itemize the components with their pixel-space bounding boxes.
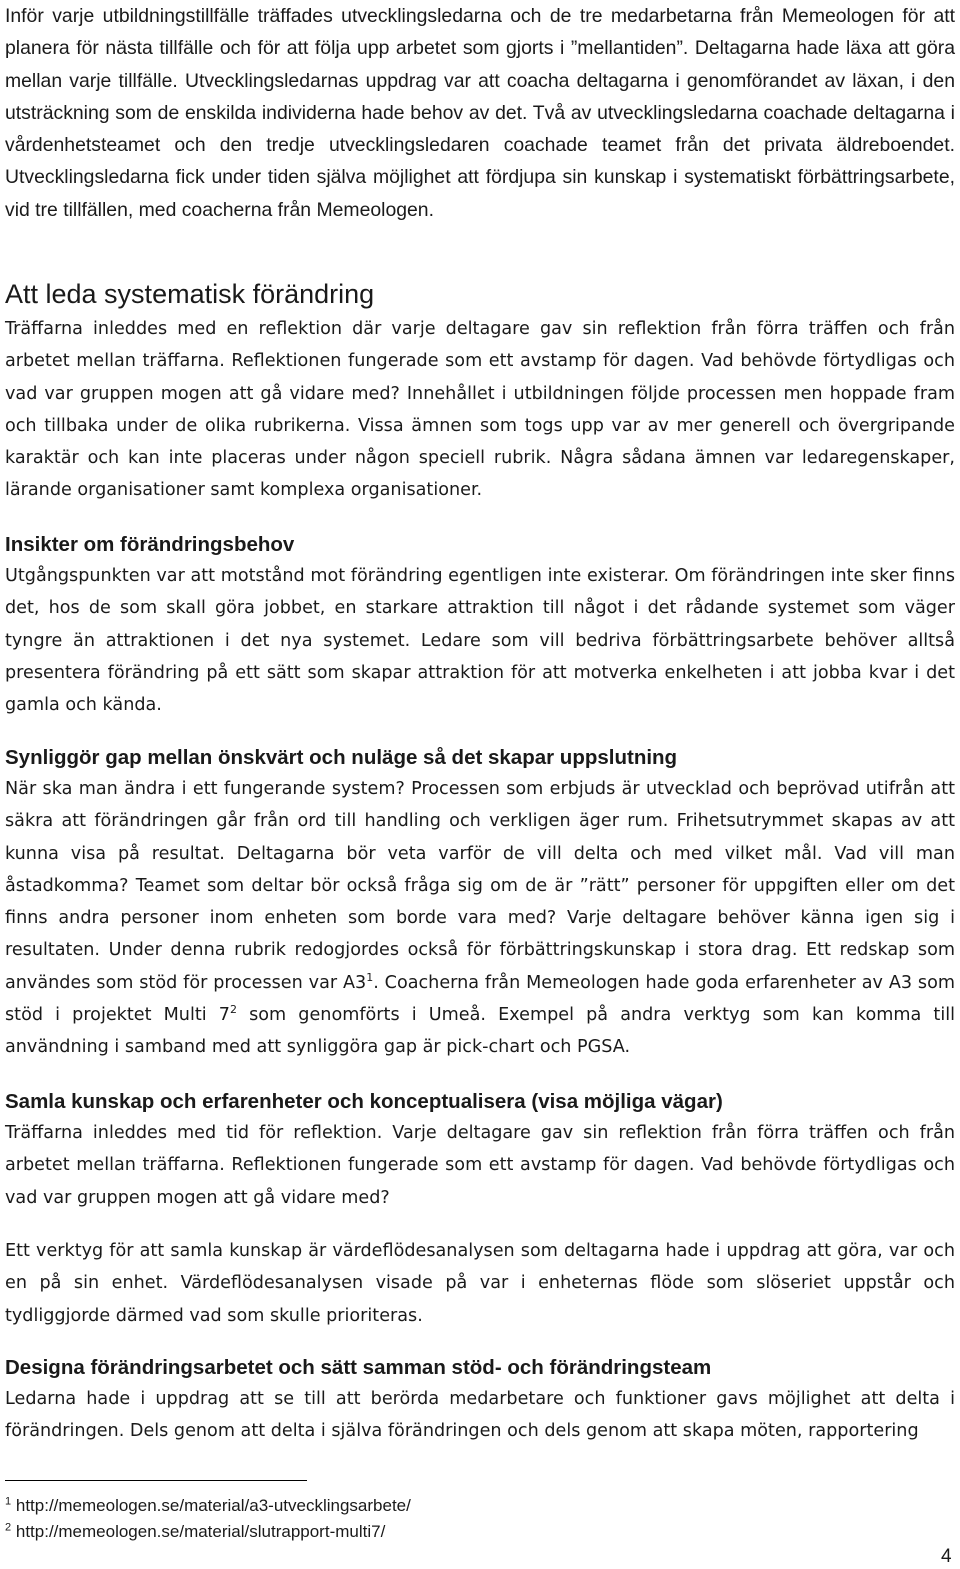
paragraph-value-stream: Ett verktyg för att samla kunskap är värdeflödesanalysen som deltagarna hade i uppdrag att göra, var och en på sin enhet. Värdeflödesanalysen visade på var i enheternas flöde som slöseriet uppstår och tydliggjorde därmed vad som skulle prioriteras. (5, 1241, 955, 1326)
paragraph-lead-change: Träffarna inleddes med en reflektion där varje deltagare gav sin reflektion från förra träffen och från arbetet mellan träffarna. Reflektionen fungerade som ett avstamp för dagen. Vad behövde förtydligas och vad var gruppen mogen att gå vidare med? Innehållet i utbildningen följde processen men hoppade fram och tillbaka under de olika rubrikerna. Vissa ämnen som togs upp var av mer generell och övergripande karaktär och kan inte placeras under någon speciell rubrik. Några sådana ämnen var ledaregenskaper, lärande organisationer samt komplexa organisationer. (5, 319, 955, 501)
section-heading-collect-knowledge: Samla kunskap och erfarenheter och konceptualisera (visa möjliga vägar) (5, 1090, 723, 1113)
footnote-2-number: 2 (5, 1521, 12, 1534)
section-heading-lead-change: Att leda systematisk förändring (5, 279, 375, 309)
paragraph-visualize-gap-text-2: . Coacherna från Memeologen hade goda erfarenheter av A3 som stöd i projektet Multi 7 (5, 972, 955, 1026)
page-number: 4 (941, 1546, 952, 1567)
paragraph-visualize-gap (5, 773, 955, 1064)
footnote-ref-1: 1 (366, 970, 374, 984)
section-heading-change-need: Insikter om förändringsbehov (5, 533, 295, 556)
footnote-1-number: 1 (5, 1495, 12, 1508)
footnote-1-link[interactable]: http://memeologen.se/material/a3-utvecklingsarbete/ (15, 1496, 411, 1515)
paragraph-visualize-gap-text-3: som genomförts i Umeå. Exempel på andra verktyg som kan komma till användning i samband med att synliggöra gap är pick-chart och PGSA. (5, 1005, 955, 1058)
paragraph-visualize-gap-text-1: När ska man ändra i ett fungerande system? Processen som erbjuds är utvecklad och beprövad utifrån att säkra att förändringen går från ord till handling och verkligen äger rum. Frihetsutrymmet skapas av att kunna visa på resultat. Deltagarna bör veta varför de vill delta och med vilket mål. Vad vill man åstadkomma? Teamet som deltar bör också fråga sig om de är ”rätt” personer för uppgiften eller om det finns andra personer inom enheten som borde vara med? Varje deltagare behöver känna igen sig i resultaten. Under denna rubrik redogjordes också för förbättringskunskap i stora drag. Ett redskap som användes som stöd för processen var A3 (5, 779, 955, 993)
paragraph-design-change: Ledarna hade i uppdrag att se till att berörda medarbetare och funktioner gavs möjlighet att delta i förändringen. Dels genom att delta i själva förändringen och dels genom att skapa möten, rapportering (5, 1389, 955, 1442)
section-heading-design-change: Designa förändringsarbetet och sätt samman stöd- och förändringsteam (5, 1356, 712, 1379)
footnote-1 (5, 1494, 411, 1518)
paragraph-collect-knowledge: Träffarna inleddes med tid för reflektion. Varje deltagare gav sin reflektion från förra träffen och från arbetet mellan träffarna. Reflektionen fungerade som ett avstamp för dagen. Vad behövde förtydligas och vad var gruppen mogen att gå vidare med? (5, 1123, 955, 1208)
section-heading-visualize-gap: Synliggör gap mellan önskvärt och nuläge så det skapar uppslutning (5, 746, 678, 769)
paragraph-change-need: Utgångspunkten var att motstånd mot förändring egentligen inte existerar. Om förändringen inte sker finns det, hos de som skall göra jobbet, en starkare attraktion till något i det rådande systemet som väger tyngre än attraktionen i det nya systemet. Ledare som vill bedriva förbättringsarbete behöver alltså presentera förändring på ett sätt som skapar attraktion för att motverka enkelheten i att jobba kvar i det gamla och kända. (5, 566, 955, 716)
footnote-2-link[interactable]: http://memeologen.se/material/slutrapport-multi7/ (15, 1522, 386, 1541)
footnote-ref-2: 2 (229, 1003, 237, 1017)
intro-paragraph: Inför varje utbildningstillfälle träffades utvecklingsledarna och de tre medarbetarna från Memeologen för att planera för nästa tillfälle och för att följa upp arbetet som gjorts i ”mellantiden”. Deltagarna hade läxa att göra mellan varje tillfälle. Utvecklingsledarnas uppdrag var att coacha deltagarna i genomförandet av läxan, i den utsträckning som de enskilda individerna hade behov av det. Två av utvecklingsledarna coachade deltagarna i vårdenhetsteamet och den tredje utvecklingsledaren coachade teamet från det privata äldreboendet. Utvecklingsledarna fick under tiden själva möjlighet att fördjupa sin kunskap i systematiskt förbättringsarbete, vid tre tillfällen, med coacherna från Memeologen. (5, 5, 955, 221)
footnote-2 (5, 1520, 385, 1544)
footnote-separator (5, 1480, 307, 1481)
